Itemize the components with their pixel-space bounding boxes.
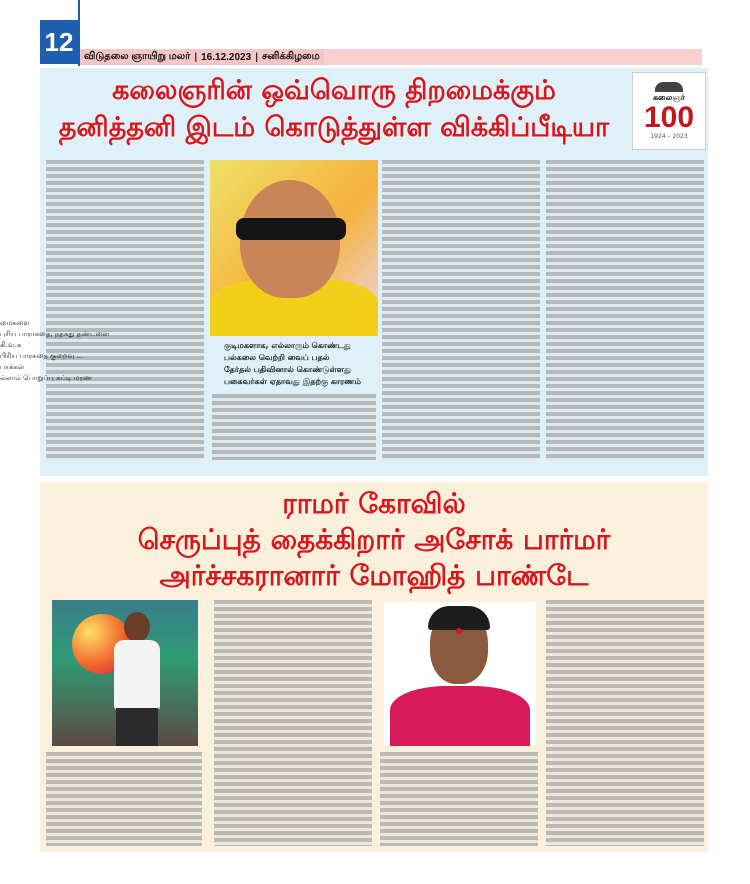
masthead-fill — [324, 49, 702, 65]
badge-label: கலைஞர் — [652, 93, 686, 102]
blurred-text-column — [546, 600, 704, 846]
bottom-article-headline — [40, 486, 708, 594]
caption-line: குடிமகளாக, எல்லாரும் கொண்டது — [224, 341, 351, 350]
blurred-text-column — [46, 160, 204, 460]
blurred-text-column — [214, 600, 372, 846]
caption-line: தேர்தல் பதிவினால் கொண்டுள்ளது — [224, 365, 351, 374]
masthead-paper: விடுதலை ஞாயிறு மலர் — [84, 51, 191, 62]
badge-number: 100 — [643, 101, 695, 134]
building-icon — [655, 82, 683, 92]
badge-years: 1924 – 2023 — [650, 133, 688, 140]
masthead — [80, 49, 702, 65]
kalaignar-photo — [210, 160, 378, 336]
tilak-icon — [456, 628, 462, 634]
snippet-line: பிரிய பாரசுதை குறைவு ... — [0, 352, 84, 360]
blurred-text-column — [46, 752, 202, 846]
kalaignar-100-badge — [632, 72, 706, 150]
masthead-separator: | — [255, 51, 258, 63]
bottom-headline-line1: ராமர் கோவில் — [282, 487, 466, 520]
top-headline-line2: தனித்தனி இடம் கொடுத்துள்ள விக்கிப்பீடியா — [58, 112, 610, 143]
photo-head — [124, 612, 150, 642]
photo-caption — [224, 340, 374, 388]
overlapping-side-snippet — [0, 318, 120, 384]
snippet-line: மைகளை — [0, 319, 30, 327]
photo-body — [114, 640, 160, 710]
bottom-headline-line2: செருப்புத் தைக்கிறார் அசோக் பார்மர் — [137, 523, 611, 556]
page-number: 12 — [40, 20, 78, 64]
photo-legs — [116, 708, 158, 746]
ashok-parmar-photo — [52, 600, 198, 746]
snippet-line: ல்லாம் பொறுப்பு கட்டி மரண — [0, 374, 92, 382]
photo-hair — [428, 606, 490, 630]
mohit-pandey-photo — [384, 602, 536, 746]
snippet-line: கி.வ.க — [0, 341, 22, 349]
masthead-separator: | — [194, 51, 198, 63]
blurred-text-column — [380, 752, 538, 846]
snippet-line: புரிய பாராசுதை, நதகது தண்டனை — [0, 330, 110, 338]
photo-shawl — [390, 686, 530, 746]
masthead-day: சனிக்கிழமை — [262, 51, 320, 62]
caption-line: பகைவர்கள் ஏதாவது இதற்கு காரணம் — [224, 377, 361, 386]
top-article-headline — [40, 72, 628, 146]
blurred-text-column — [212, 394, 376, 460]
bottom-headline-line3: அர்ச்சகரானார் மோஹித் பாண்டே — [159, 559, 589, 592]
caption-line: பல்கலை வெற்றி வைப் பதல் — [224, 353, 330, 362]
blurred-text-column — [546, 160, 704, 460]
blurred-text-column — [382, 160, 540, 460]
dark-glasses-icon — [236, 218, 346, 240]
masthead-date: 16.12.2023 — [201, 51, 252, 63]
top-headline-line1: கலைஞரின் ஒவ்வொரு திறமைக்கும் — [112, 75, 556, 106]
snippet-line: பாக்கள் — [0, 363, 25, 371]
